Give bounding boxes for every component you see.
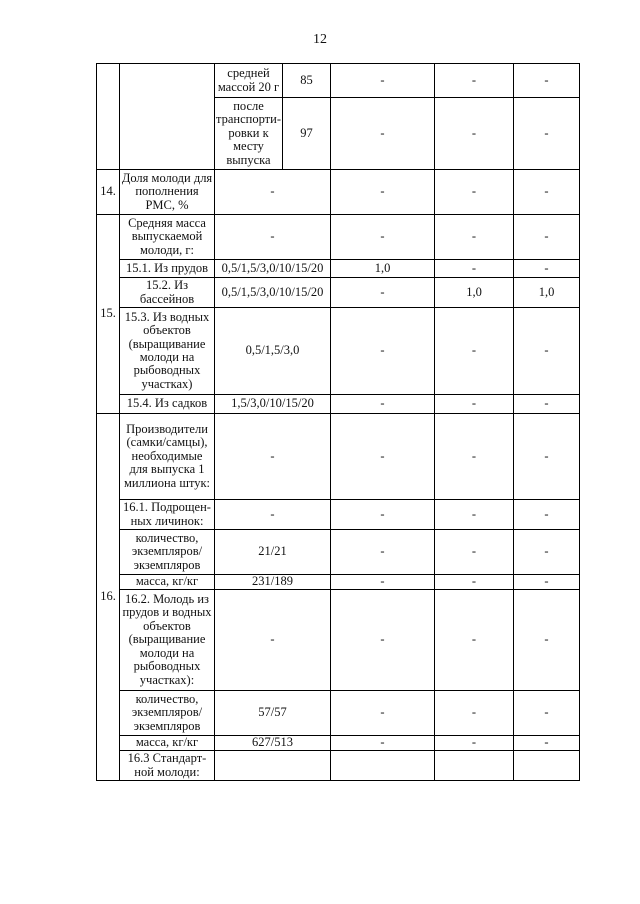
- label-cell: масса, кг/кг: [120, 575, 215, 590]
- label-cell: Производители (самки/самцы), необходимые для выпуска 1 миллиона штук:: [120, 414, 215, 500]
- table-row: [97, 691, 580, 736]
- label-cell: количество, экземпляров/ экземпляров: [120, 691, 215, 736]
- value-cell: 1,0: [435, 278, 514, 308]
- value-cell: -: [215, 500, 331, 530]
- value-cell: -: [331, 395, 435, 414]
- value-cell: -: [435, 414, 514, 500]
- value-cell: -: [435, 736, 514, 751]
- number-cell: 14.: [97, 170, 120, 215]
- value-cell: -: [435, 395, 514, 414]
- label-cell: масса, кг/кг: [120, 736, 215, 751]
- value-cell: -: [331, 590, 435, 691]
- label-cell: 15.2. Из бассейнов: [120, 278, 215, 308]
- value-cell: -: [435, 575, 514, 590]
- value-cell: -: [435, 500, 514, 530]
- value-cell: -: [514, 260, 580, 278]
- data-table: [96, 63, 580, 781]
- value-cell: -: [435, 530, 514, 575]
- value-cell: -: [514, 414, 580, 500]
- value-cell: -: [435, 260, 514, 278]
- value-cell: -: [435, 691, 514, 736]
- table-row: [97, 64, 580, 98]
- value-cell: -: [331, 278, 435, 308]
- value-cell: -: [514, 691, 580, 736]
- value-cell: -: [331, 575, 435, 590]
- label-cell: 16.1. Подрощен-ных личинок:: [120, 500, 215, 530]
- label-cell: 16.2. Молодь из прудов и водных объектов (выращивание молоди на рыбоводных участках):: [120, 590, 215, 691]
- label-cell: 15.3. Из водных объектов (выращивание молоди на рыбоводных участках): [120, 308, 215, 395]
- number-cell: 16.: [97, 414, 120, 781]
- value-cell: -: [331, 308, 435, 395]
- value-cell: 21/21: [215, 530, 331, 575]
- value-cell: -: [215, 170, 331, 215]
- value-cell: -: [435, 64, 514, 98]
- value-cell: -: [331, 691, 435, 736]
- table-row: [97, 170, 580, 215]
- number-cell: [97, 64, 120, 170]
- value-cell: -: [435, 98, 514, 170]
- value-cell: -: [514, 530, 580, 575]
- value-cell: -: [514, 395, 580, 414]
- value-cell: -: [215, 414, 331, 500]
- value-cell: -: [514, 575, 580, 590]
- value-cell: -: [215, 590, 331, 691]
- value-cell: -: [215, 215, 331, 260]
- sub-label-cell: после транспорти-ровки к месту выпуска: [215, 98, 283, 170]
- table-row: [97, 215, 580, 260]
- value-cell: -: [435, 170, 514, 215]
- value-cell: -: [514, 736, 580, 751]
- value-cell: 1,0: [331, 260, 435, 278]
- value-cell: -: [331, 170, 435, 215]
- value-cell: 1,0: [514, 278, 580, 308]
- value-cell: -: [435, 215, 514, 260]
- label-cell: Доля молоди для пополнения РМС, %: [120, 170, 215, 215]
- value-cell: 0,5/1,5/3,0/10/15/20: [215, 278, 331, 308]
- value-cell: -: [514, 590, 580, 691]
- sub-label-cell: средней массой 20 г: [215, 64, 283, 98]
- value-cell: 0,5/1,5/3,0/10/15/20: [215, 260, 331, 278]
- table-row: [97, 500, 580, 530]
- value-cell: [514, 751, 580, 781]
- table-row: [97, 260, 580, 278]
- value-cell: -: [514, 500, 580, 530]
- value-cell: -: [435, 308, 514, 395]
- value-cell: -: [435, 590, 514, 691]
- table-row: [97, 308, 580, 395]
- value-cell: [215, 751, 331, 781]
- value-cell: -: [514, 215, 580, 260]
- value-cell: -: [331, 215, 435, 260]
- label-cell: [120, 64, 215, 170]
- page-number: 12: [313, 32, 327, 47]
- value-cell: 0,5/1,5/3,0: [215, 308, 331, 395]
- value-cell: 1,5/3,0/10/15/20: [215, 395, 331, 414]
- table-row: [97, 736, 580, 751]
- table-row: [97, 575, 580, 590]
- value-cell: 85: [283, 64, 331, 98]
- value-cell: -: [331, 414, 435, 500]
- value-cell: -: [514, 98, 580, 170]
- value-cell: [435, 751, 514, 781]
- value-cell: -: [331, 64, 435, 98]
- table-row: [97, 590, 580, 691]
- value-cell: -: [331, 736, 435, 751]
- table-row: [97, 278, 580, 308]
- value-cell: -: [514, 170, 580, 215]
- value-cell: -: [514, 64, 580, 98]
- number-cell: 15.: [97, 215, 120, 414]
- table-row: [97, 414, 580, 500]
- value-cell: 97: [283, 98, 331, 170]
- value-cell: [331, 751, 435, 781]
- value-cell: -: [514, 308, 580, 395]
- value-cell: -: [331, 98, 435, 170]
- label-cell: Средняя масса выпускаемой молоди, г:: [120, 215, 215, 260]
- label-cell: количество, экземпляров/ экземпляров: [120, 530, 215, 575]
- label-cell: 16.3 Стандарт-ной молоди:: [120, 751, 215, 781]
- table-row: [97, 395, 580, 414]
- table-row: [97, 751, 580, 781]
- label-cell: 15.4. Из садков: [120, 395, 215, 414]
- value-cell: -: [331, 530, 435, 575]
- value-cell: 57/57: [215, 691, 331, 736]
- label-cell: 15.1. Из прудов: [120, 260, 215, 278]
- value-cell: 627/513: [215, 736, 331, 751]
- table-row: [97, 530, 580, 575]
- value-cell: -: [331, 500, 435, 530]
- value-cell: 231/189: [215, 575, 331, 590]
